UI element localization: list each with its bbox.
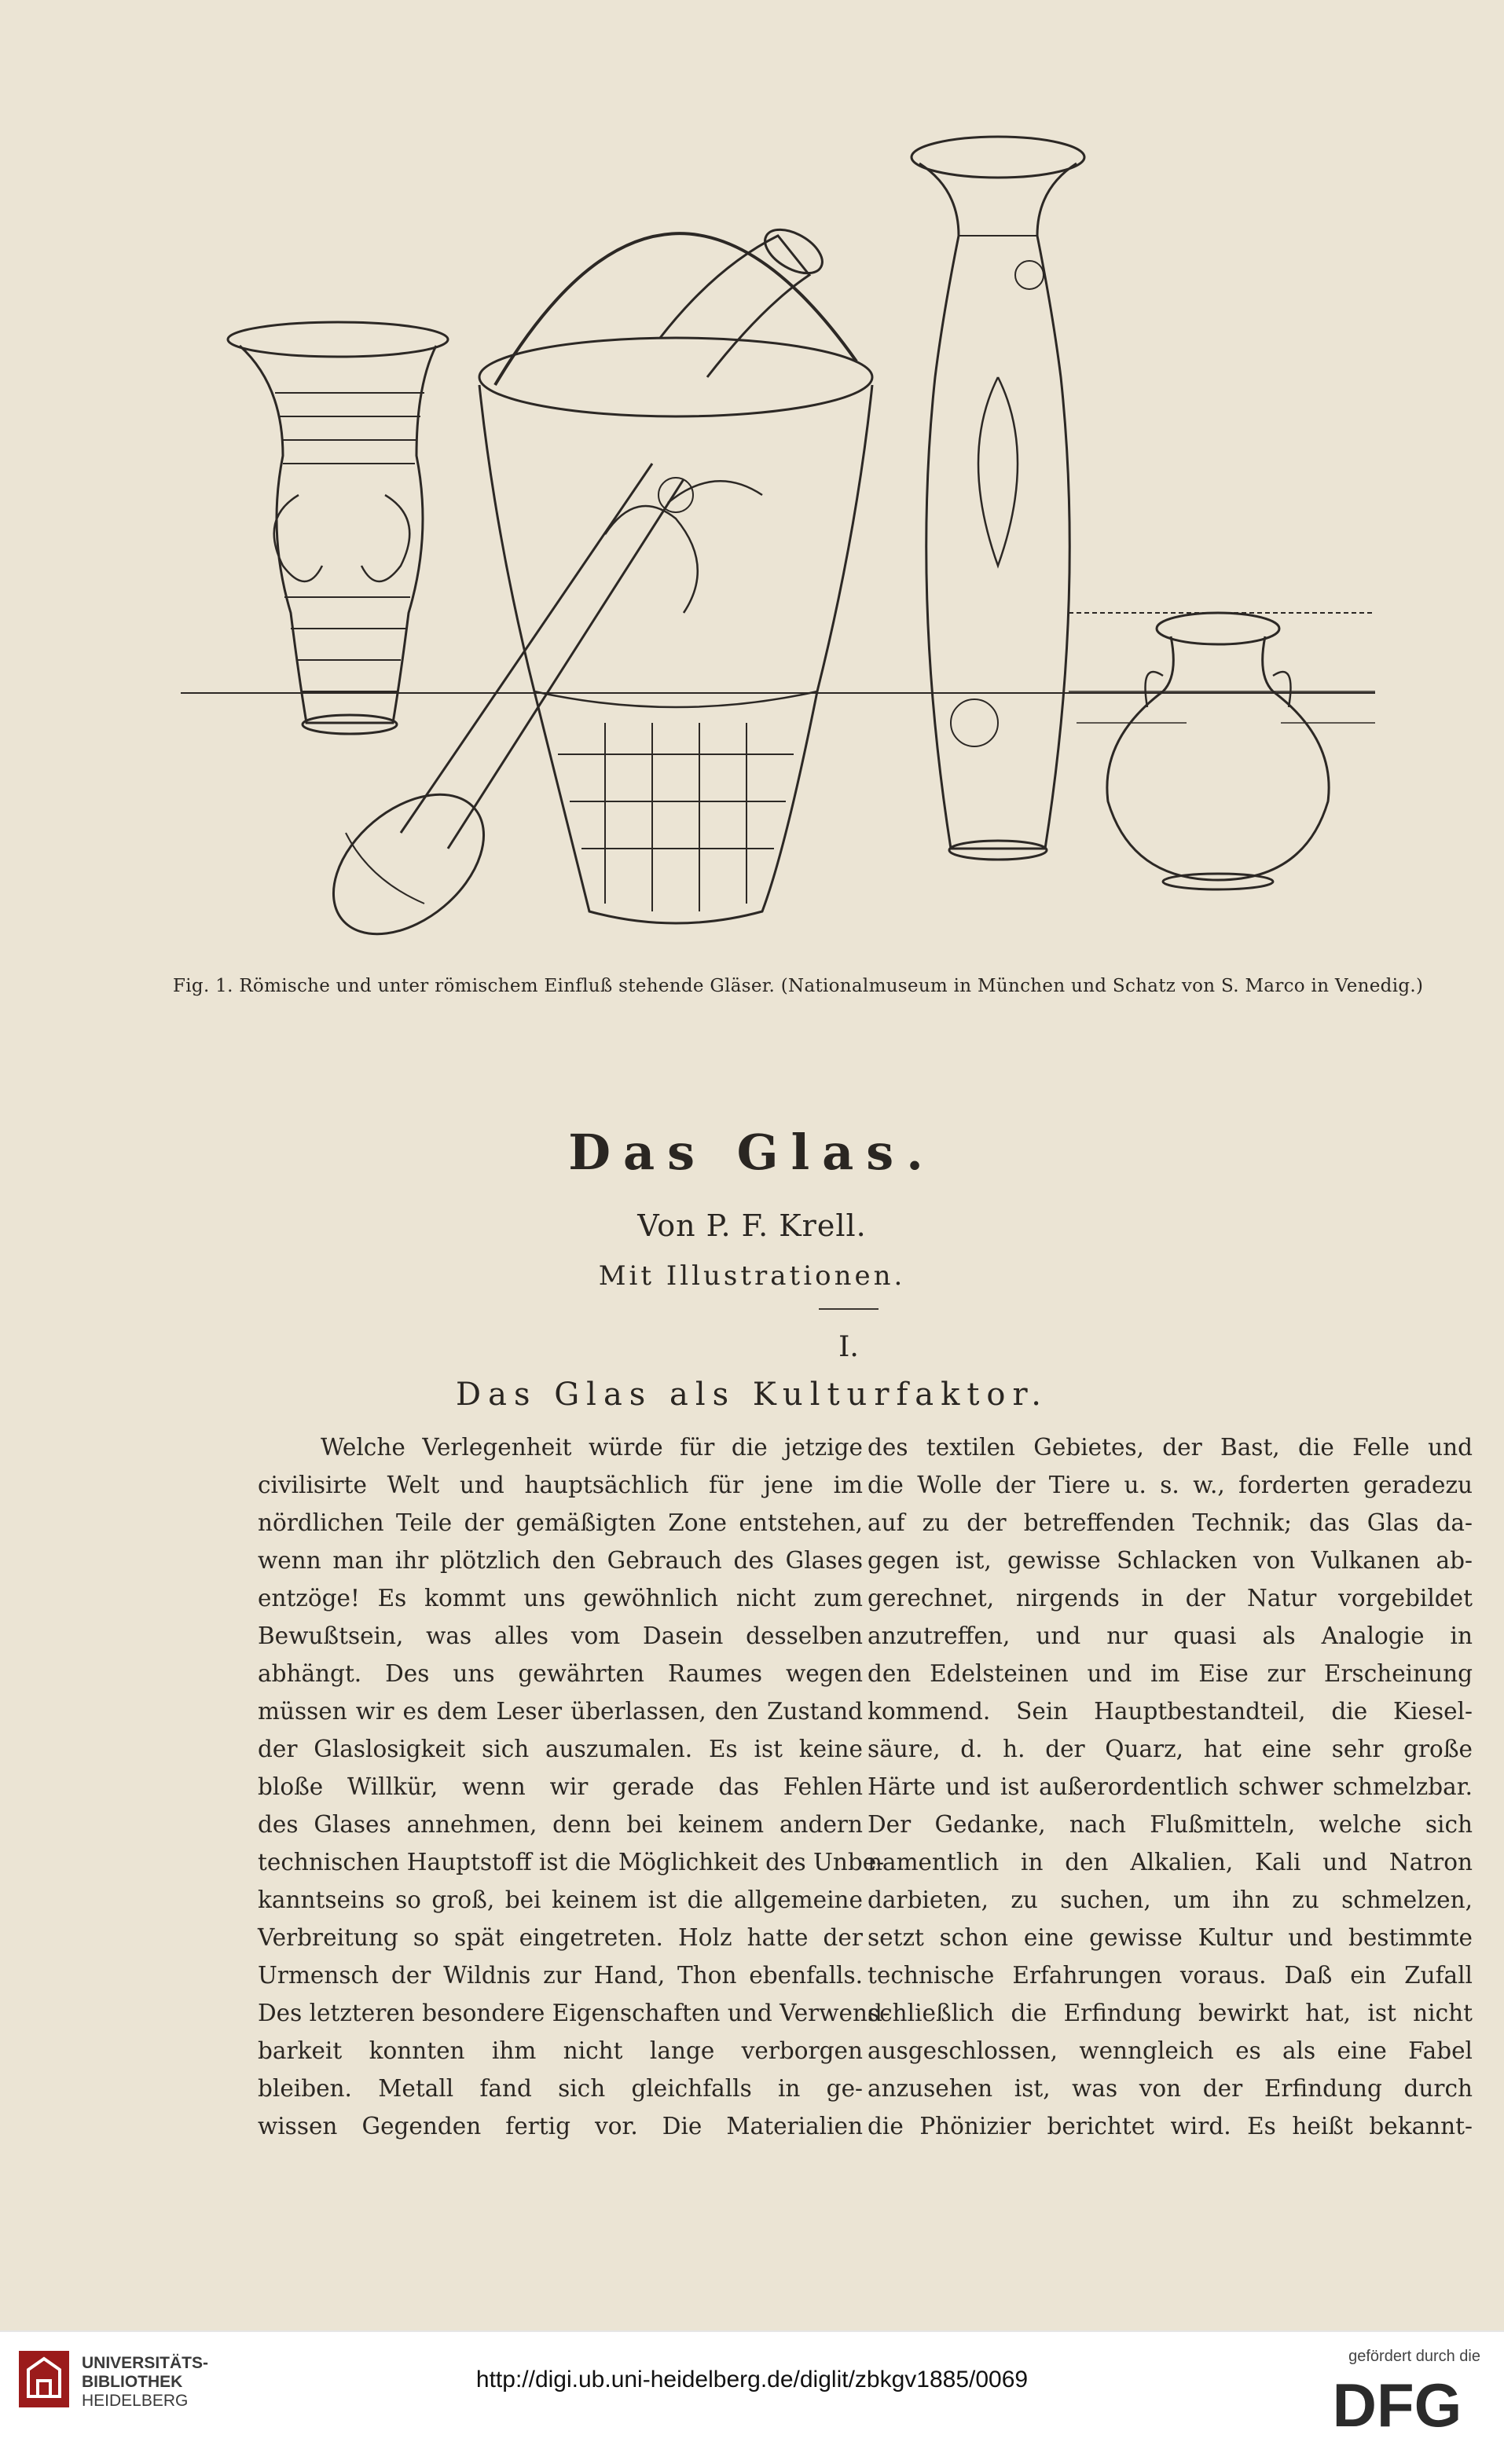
figure-caption: Fig. 1. Römische und unter römischem Einfluß stehende Gläser. (Nationalmuseum in München und Schatz von S. Marco in Venedig.) [173, 976, 1424, 996]
article-subtitle: Mit Illustrationen. [598, 1260, 906, 1292]
text-line: der Glaslosigkeit sich auszumalen. Es ist keine [258, 1736, 863, 1762]
text-line: die Phönizier berichtet wird. Es heißt bekannt- [868, 2113, 1473, 2140]
text-line: den Edelsteinen und im Eise zur Erscheinung [868, 1660, 1473, 1687]
text-line: setzt schon eine gewisse Kultur und bestimmte [868, 1924, 1473, 1951]
text-line: namentlich in den Alkalien, Kali und Natron [868, 1849, 1473, 1876]
text-column-left [258, 1428, 890, 2145]
text-line: säure, d. h. der Quarz, hat eine sehr große [868, 1736, 1473, 1762]
text-line: schließlich die Erfindung bewirkt hat, ist nicht [868, 2000, 1473, 2026]
digitization-footer [0, 2330, 1504, 2464]
part-number: I. [838, 1331, 859, 1363]
funding-note: gefördert durch die [1348, 2348, 1480, 2365]
article-byline: Von P. F. Krell. [637, 1208, 867, 1243]
round-jar-drawing [1107, 613, 1329, 889]
article-title: Das Glas. [568, 1124, 936, 1181]
text-line: nördlichen Teile der gemäßigten Zone entstehen, [258, 1509, 863, 1536]
svg-text:DFG: DFG [1332, 2370, 1462, 2437]
text-line: ausgeschlossen, wenngleich es als eine Fabel [868, 2037, 1473, 2064]
text-line: abhängt. Des uns gewährten Raumes wegen [258, 1660, 863, 1687]
text-line: die Wolle der Tiere u. s. w., forderten geradezu [868, 1472, 1473, 1498]
source-url-link[interactable]: http://digi.ub.uni-heidelberg.de/diglit/zbkgv1885/0069 [475, 2367, 1029, 2392]
text-line: bleiben. Metall fand sich gleichfalls in ge- [258, 2075, 863, 2102]
text-line: civilisirte Welt und hauptsächlich für jene im [258, 1472, 863, 1498]
ribbed-vase-drawing [228, 322, 448, 734]
text-line: gegen ist, gewisse Schlacken von Vulkanen ab- [868, 1547, 1473, 1574]
text-line: technische Erfahrungen voraus. Daß ein Zufall [868, 1962, 1473, 1989]
text-line: Härte und ist außerordentlich schwer schmelzbar. [868, 1773, 1473, 1800]
title-divider [819, 1308, 879, 1310]
text-line: barkeit konnten ihm nicht lange verborgen [258, 2037, 863, 2064]
text-line: darbieten, zu suchen, um ihn zu schmelzen, [868, 1886, 1473, 1913]
long-neck-flask-drawing [307, 464, 684, 959]
text-line: entzöge! Es kommt uns gewöhnlich nicht zum [258, 1585, 863, 1612]
text-line: auf zu der betreffenden Technik; das Glas da- [868, 1509, 1473, 1536]
text-line: Welche Verlegenheit würde für die jetzige [321, 1434, 863, 1461]
glass-bucket-drawing [479, 233, 872, 923]
section-title: Das Glas als Kulturfaktor. [456, 1377, 1048, 1413]
text-line: anzusehen ist, was von der Erfindung durch [868, 2075, 1473, 2102]
text-line: gerechnet, nirgends in der Natur vorgebildet [868, 1585, 1473, 1612]
text-line: anzutreffen, und nur quasi als Analogie in [868, 1622, 1473, 1649]
text-line: Verbreitung so spät eingetreten. Holz hatte der [258, 1924, 863, 1951]
tall-bottle-drawing [912, 137, 1084, 860]
text-line: Bewußtsein, was alles vom Dasein desselben [258, 1622, 863, 1649]
text-line: Urmensch der Wildnis zur Hand, Thon ebenfalls. [258, 1962, 863, 1989]
text-line: Des letzteren besondere Eigenschaften und Verwend- [258, 2000, 890, 2026]
text-line: müssen wir es dem Leser überlassen, den Zustand [258, 1698, 863, 1725]
text-line: kommend. Sein Hauptbestandteil, die Kiesel- [868, 1698, 1473, 1725]
glass-vessels-illustration [165, 126, 1391, 959]
dfg-logo-icon [1319, 2370, 1476, 2437]
text-line: wenn man ihr plötzlich den Gebrauch des Glases [258, 1547, 863, 1574]
text-line: kanntseins so groß, bei keinem ist die allgemeine [258, 1886, 863, 1913]
text-line: Der Gedanke, nach Flußmitteln, welche sich [868, 1811, 1473, 1838]
library-name: UNIVERSITÄTS- BIBLIOTHEK HEIDELBERG [82, 2354, 209, 2410]
text-line: des Glases annehmen, denn bei keinem andern [258, 1811, 863, 1838]
text-line: wissen Gegenden fertig vor. Die Materialien [258, 2113, 863, 2140]
text-line: des textilen Gebietes, der Bast, die Felle und [868, 1434, 1473, 1461]
text-line: technischen Hauptstoff ist die Möglichkeit des Unbe- [258, 1849, 885, 1876]
text-column-right [868, 1428, 1473, 2145]
text-line: bloße Willkür, wenn wir gerade das Fehlen [258, 1773, 863, 1800]
